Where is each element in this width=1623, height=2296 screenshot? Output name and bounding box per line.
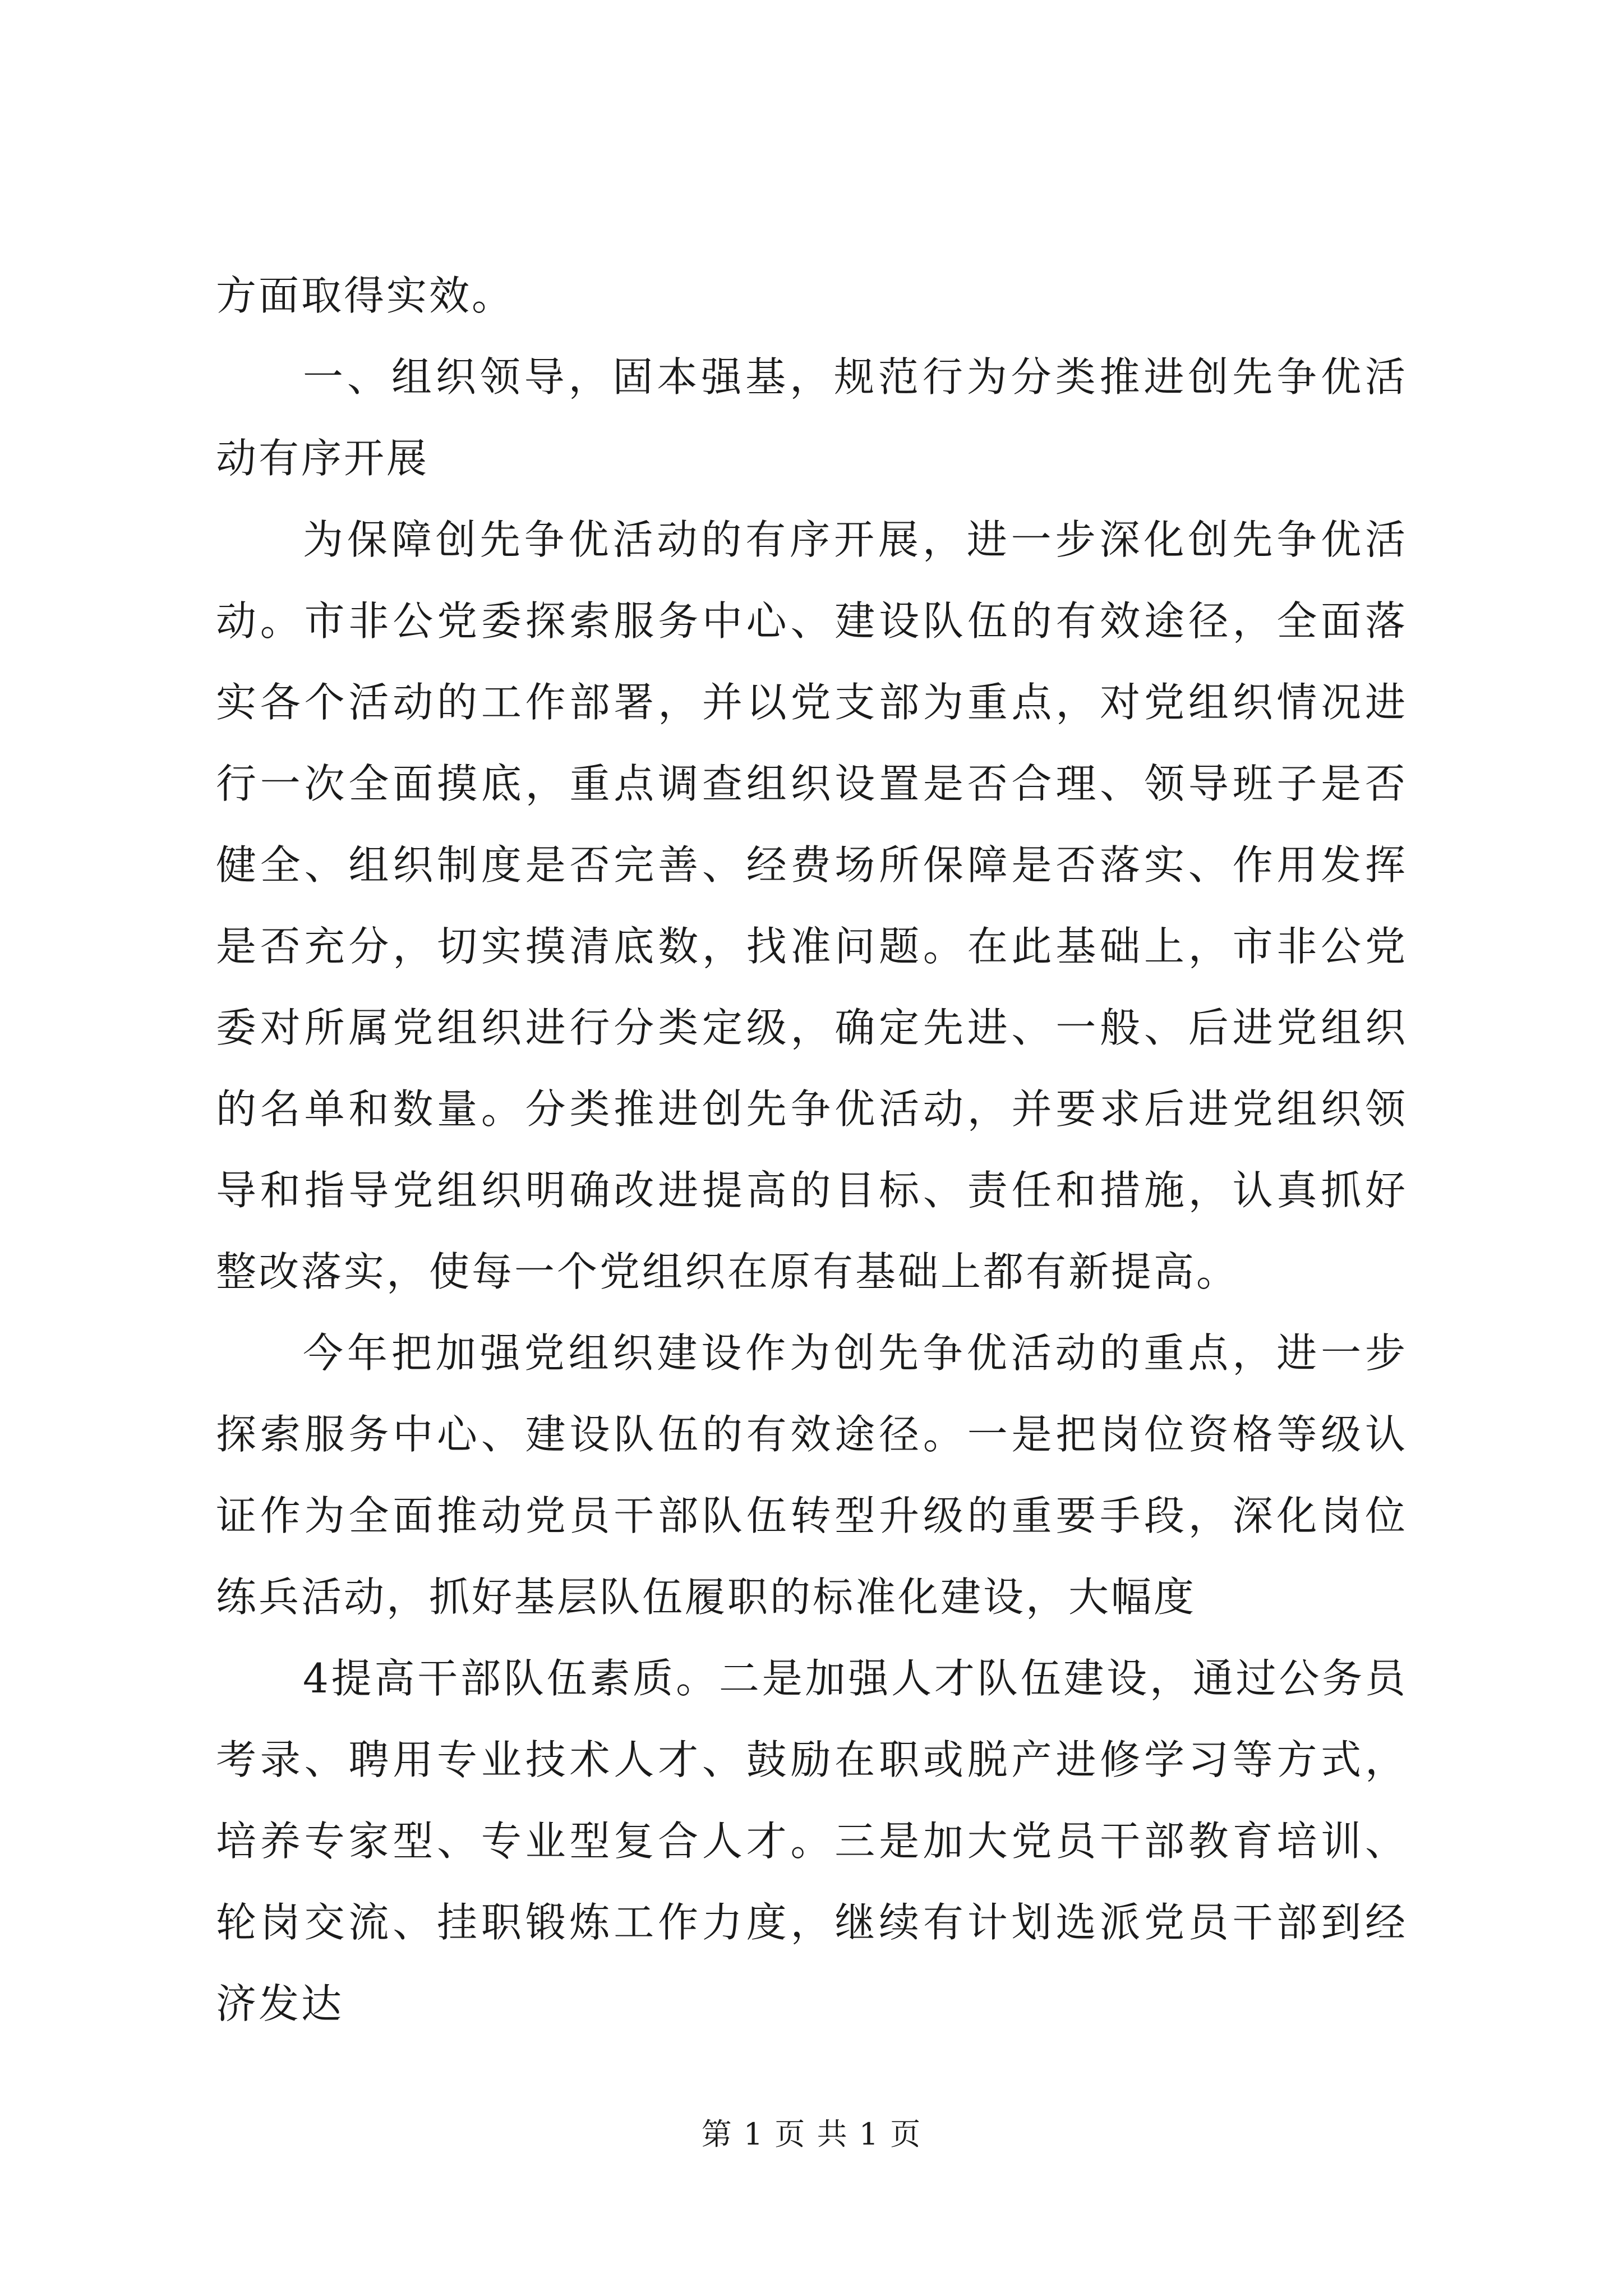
paragraph: 今年把加强党组织建设作为创先争优活动的重点，进一步探索服务中心、建设队伍的有效途径。一是把岗位资格等级认证作为全面推动党员干部队伍转型升级的重要手段，深化岗位练兵活动，抓好基层队伍履职的标准化建设，大幅度 — [216, 1329, 1408, 1621]
paragraph-continuation: 方面取得实效。 — [216, 272, 515, 319]
paragraph: 4提高干部队伍素质。二是加强人才队伍建设，通过公务员考录、聘用专业技术人才、鼓励在职或脱产进修学习等方式，培养专家型、专业型复合人才。三是加大党员干部教育培训、轮岗交流、挂职锻炼工作力度，继续有计划选派党员干部到经济发达 — [216, 1655, 1408, 2027]
page-number-footer: 第 1 页 共 1 页 — [701, 2116, 922, 2152]
section-heading: 一、组织领导，固本强基，规范行为分类推进创先争优活动有序开展 — [216, 353, 1408, 482]
document-body — [216, 255, 1408, 2045]
paragraph: 为保障创先争优活动的有序开展，进一步深化创先争优活动。市非公党委探索服务中心、建设队伍的有效途径，全面落实各个活动的工作部署，并以党支部为重点，对党组织情况进行一次全面摸底，重点调查组织设置是否合理、领导班子是否健全、组织制度是否完善、经费场所保障是否落实、作用发挥是否充分，切实摸清底数，找准问题。在此基础上，市非公党委对所属党组织进行分类定级，确定先进、一般、后进党组织的名单和数量。分类推进创先争优活动，并要求后进党组织领导和指导党组织明确改进提高的目标、责任和措施，认真抓好整改落实，使每一个党组织在原有基础上都有新提高。 — [216, 516, 1408, 1295]
